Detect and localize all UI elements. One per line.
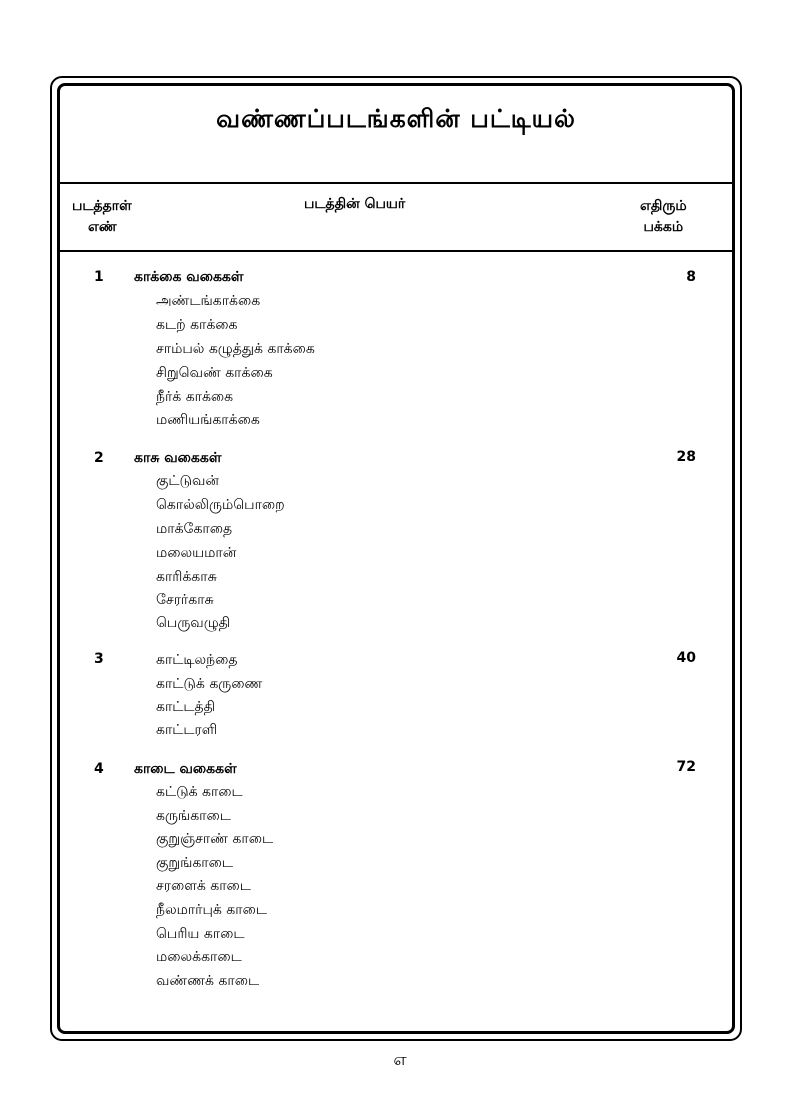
list-item: சாம்பல் கழுத்துக் காக்கை (156, 341, 315, 357)
column-header-picture-name: படத்தின் பெயர் (304, 196, 406, 212)
section-page: 28 (676, 449, 696, 465)
list-item: குறுஞ்சாண் காடை (156, 831, 274, 847)
list-item: மலைக்காடை (156, 949, 242, 965)
list-item: கடற் காக்கை (156, 317, 238, 333)
column-header-facing-page (640, 196, 687, 238)
column-header-plate-number-line2: எண் (88, 219, 117, 235)
list-item: அண்டங்காக்கை (156, 293, 261, 309)
list-item: சரளைக் காடை (156, 878, 251, 894)
page-title: வண்ணப்படங்களின் பட்டியல் (216, 104, 576, 133)
column-header-plate-number (72, 196, 132, 238)
section-number: 1 (94, 269, 104, 285)
section-page: 72 (676, 759, 696, 775)
list-item: குட்டுவன் (156, 473, 219, 489)
list-item: காரிக்காசு (156, 569, 217, 585)
list-item: பெருவழுதி (156, 615, 231, 631)
section-number: 2 (94, 450, 104, 466)
column-header-plate-number-line1: படத்தாள் (72, 198, 132, 214)
list-item: காட்டத்தி (156, 699, 216, 715)
section-heading: காக்கை வகைகள் (134, 269, 244, 285)
list-item: கருங்காடை (156, 808, 231, 824)
list-item: சிறுவெண் காக்கை (156, 365, 273, 381)
header-rule-top (60, 182, 735, 184)
list-item: மாக்கோதை (156, 521, 233, 537)
list-item: காட்டுக் கருணை (156, 676, 263, 692)
list-item: சேரர்காசு (156, 592, 214, 608)
list-item: கொல்லிரும்பொறை (156, 497, 285, 513)
list-item: நீர்க் காக்கை (156, 389, 234, 405)
list-item: குறுங்காடை (156, 855, 233, 871)
list-item: கட்டுக் காடை (156, 784, 243, 800)
section-heading: காடை வகைகள் (134, 761, 237, 777)
header-rule-bottom (60, 250, 735, 252)
column-header-facing-page-line1: எதிரும் (640, 198, 687, 214)
section-number: 3 (94, 651, 104, 667)
section-heading: காசு வகைகள் (134, 450, 222, 466)
list-item: வண்ணக் காடை (156, 973, 260, 989)
column-header-facing-page-line2: பக்கம் (643, 219, 684, 235)
section-page: 8 (686, 269, 696, 285)
list-item: மலையமான் (156, 545, 237, 561)
list-item: மணியங்காக்கை (156, 412, 260, 428)
list-item: காட்டிலந்தை (156, 652, 238, 668)
list-item: பெரிய காடை (156, 926, 245, 942)
list-item: நீலமார்புக் காடை (156, 902, 267, 918)
list-item: காட்டரளி (156, 722, 218, 738)
section-page: 40 (676, 650, 696, 666)
page-number: எ (393, 1050, 407, 1070)
section-number: 4 (94, 761, 104, 777)
